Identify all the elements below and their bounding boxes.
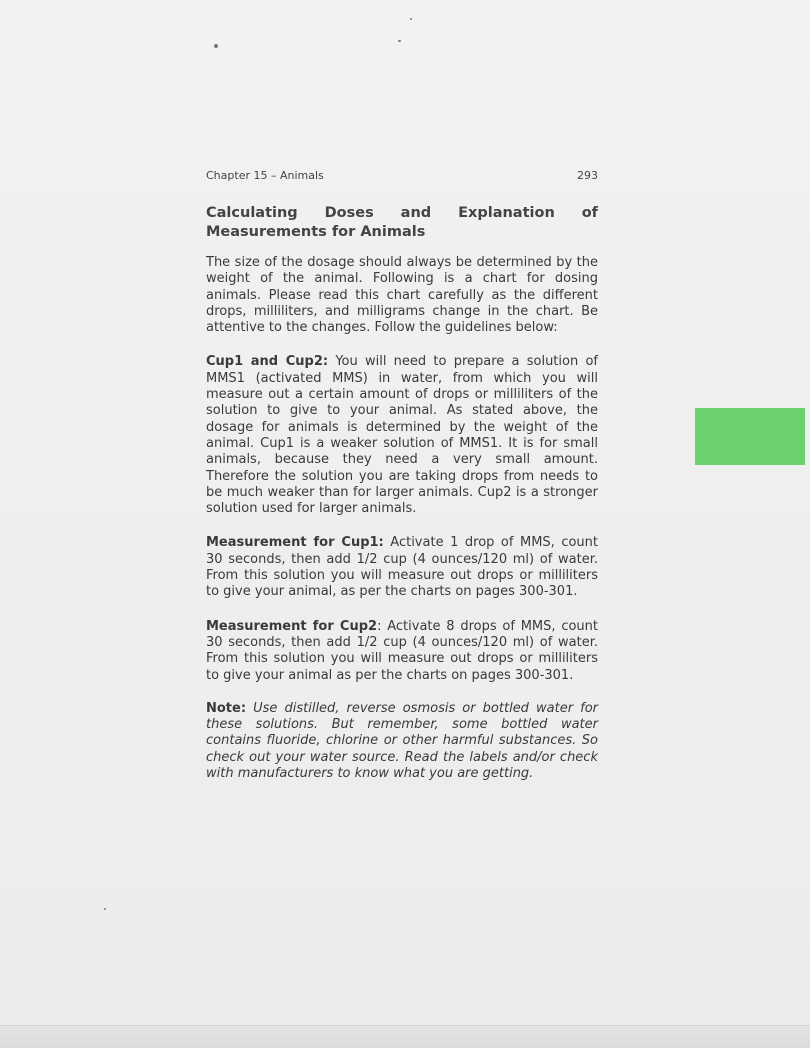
intro-paragraph: The size of the dosage should always be determined by the weight of the animal. Following is a chart for dosing animals. Please read this chart carefully as the different drops, milliliters, and milligrams change in the chart. Be attentive to the changes. Follow the guidelines below: [206, 255, 598, 336]
measurement-cup2-paragraph [206, 619, 598, 684]
measurement-cup1-lead: Measurement for Cup1: [206, 535, 384, 551]
measurement-cup2-lead: Measurement for Cup2 [206, 618, 378, 634]
chapter-label: Chapter 15 – Animals [206, 169, 324, 182]
running-head [206, 168, 598, 184]
dust-speck [410, 18, 412, 20]
scanner-bed-edge [0, 1025, 810, 1048]
cups-body: You will need to prepare a solution of MMS1 (activated MMS) in water, from which you will measure out a certain amount of drops or milliliters of the solution to give to your animal. As stated above, the dosage for animals is determined by the weight of the animal. Cup1 is a weaker solution of MMS1. It is for small animals, because they need a very small amount. Therefore the solution you are taking drops from needs to be much weaker than for larger animals. Cup2 is a stronger solution used for larger animals. [206, 354, 598, 517]
dust-speck [104, 908, 106, 910]
book-page [206, 168, 598, 782]
note-body: Use distilled, reverse osmosis or bottled water for these solutions. But remember, some bottled water contains fluoride, chlorine or other harmful substances. So check out your water source. Read the labels and/or check with manufacturers to know what you are getting. [206, 700, 598, 782]
cups-paragraph [206, 354, 598, 517]
dust-speck [398, 40, 401, 42]
page-number: 293 [577, 169, 598, 182]
note-lead: Note: [206, 700, 247, 716]
cups-lead: Cup1 and Cup2: [206, 354, 329, 370]
dust-speck [214, 44, 218, 48]
note-paragraph [206, 701, 598, 782]
measurement-cup1-paragraph [206, 535, 598, 600]
measurement-cup1-body: Activate 1 drop of MMS, count 30 seconds, then add 1/2 cup (4 ounces/120 ml) of water. From this solution you will measure out drops or milliliters to give your animal, as per the charts on pages 300-301. [206, 535, 598, 600]
green-tab-marker [695, 408, 805, 465]
measurement-cup2-body: : Activate 8 drops of MMS, count 30 seconds, then add 1/2 cup (4 ounces/120 ml) of water. From this solution you will measure out drops or milliliters to give your animal as per the charts on pages 300-301. [206, 618, 598, 683]
section-title: Calculating Doses and Explanation of Measurements for Animals [206, 205, 598, 240]
